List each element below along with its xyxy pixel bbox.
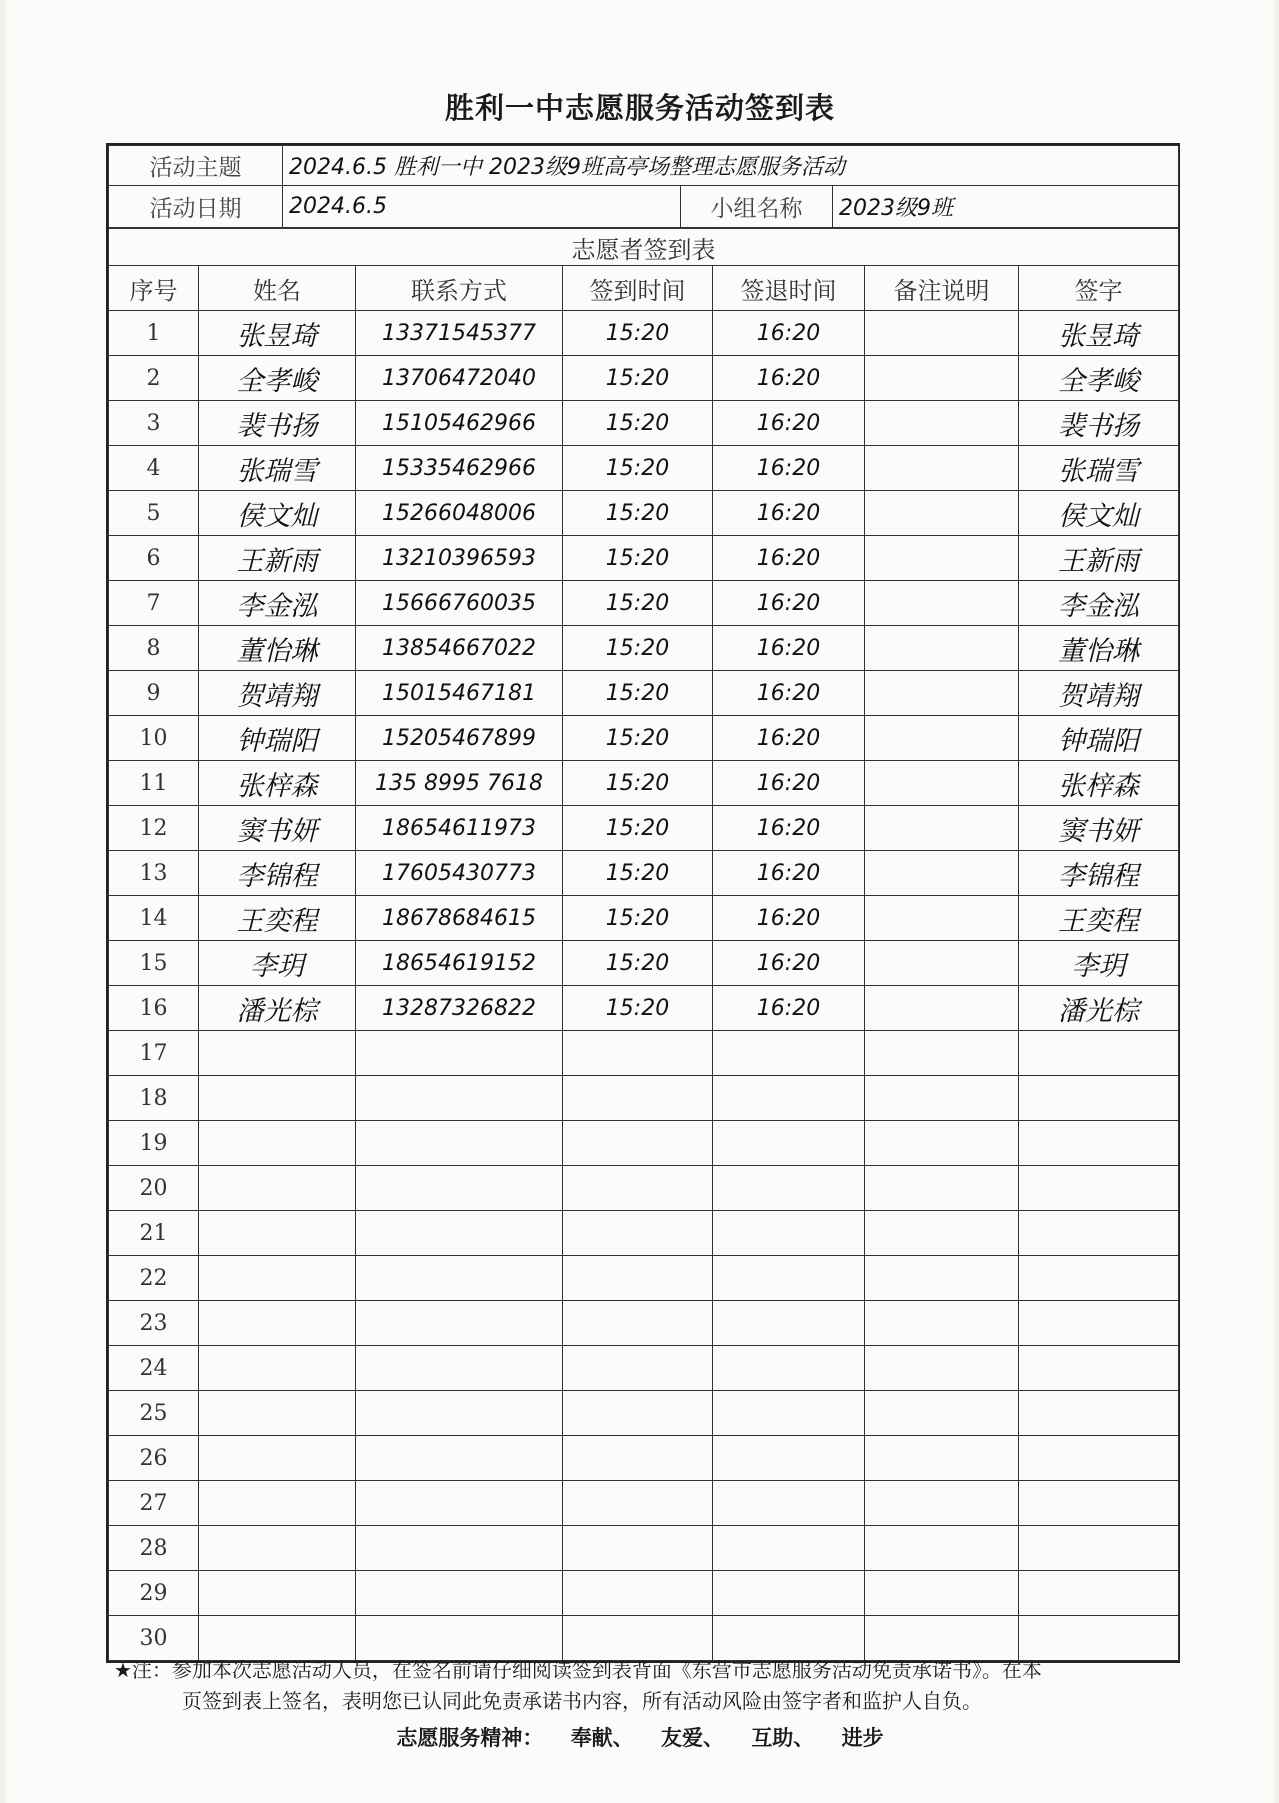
- row-number: 8: [109, 626, 199, 671]
- phone-number: 13371545377: [356, 311, 563, 356]
- checkout-time: 16:20: [713, 851, 865, 896]
- signature: [1019, 1211, 1179, 1256]
- checkin-time: [563, 1211, 713, 1256]
- phone-number: [356, 1301, 563, 1346]
- note-cell: [865, 716, 1019, 761]
- table-row: [109, 1346, 1179, 1391]
- signature: [1019, 1616, 1179, 1661]
- volunteer-name: 王新雨: [199, 536, 356, 581]
- volunteer-name: [199, 1301, 356, 1346]
- row-number: 10: [109, 716, 199, 761]
- phone-number: [356, 1076, 563, 1121]
- volunteer-spirit: [6, 1722, 1274, 1752]
- checkout-time: 16:20: [713, 716, 865, 761]
- table-row: [109, 1571, 1179, 1616]
- note-cell: [865, 1301, 1019, 1346]
- phone-number: 18678684615: [356, 896, 563, 941]
- phone-number: [356, 1526, 563, 1571]
- checkout-time: 16:20: [713, 941, 865, 986]
- note-cell: [865, 986, 1019, 1031]
- signature: 裴书扬: [1019, 401, 1179, 446]
- row-number: 22: [109, 1256, 199, 1301]
- volunteer-name: [199, 1256, 356, 1301]
- note-cell: [865, 1256, 1019, 1301]
- table-row: [109, 491, 1179, 536]
- checkin-time: [563, 1436, 713, 1481]
- table-row: [109, 1211, 1179, 1256]
- signature: 侯文灿: [1019, 491, 1179, 536]
- note-cell: [865, 1346, 1019, 1391]
- paper-sheet: [6, 0, 1274, 1803]
- group-label: 小组名称: [681, 186, 833, 228]
- signature: [1019, 1121, 1179, 1166]
- table-row: [109, 1256, 1179, 1301]
- signature: 李锦程: [1019, 851, 1179, 896]
- checkout-time: [713, 1076, 865, 1121]
- note-cell: [865, 671, 1019, 716]
- spirit-item: 友爱、: [661, 1726, 724, 1750]
- checkin-time: [563, 1256, 713, 1301]
- row-number: 20: [109, 1166, 199, 1211]
- col-header-phone: 联系方式: [356, 266, 563, 311]
- checkout-time: 16:20: [713, 671, 865, 716]
- volunteer-name: [199, 1436, 356, 1481]
- volunteer-name: [199, 1346, 356, 1391]
- signature: [1019, 1301, 1179, 1346]
- col-header-signature: 签字: [1019, 266, 1179, 311]
- checkin-time: [563, 1571, 713, 1616]
- row-number: 18: [109, 1076, 199, 1121]
- volunteer-name: [199, 1031, 356, 1076]
- col-header-checkin: 签到时间: [563, 266, 713, 311]
- signature: 董怡琳: [1019, 626, 1179, 671]
- note-cell: [865, 1391, 1019, 1436]
- volunteer-name: 王奕程: [199, 896, 356, 941]
- table-row: [109, 311, 1179, 356]
- phone-number: [356, 1256, 563, 1301]
- row-number: 1: [109, 311, 199, 356]
- checkout-time: 16:20: [713, 446, 865, 491]
- checkout-time: [713, 1256, 865, 1301]
- volunteer-name: 董怡琳: [199, 626, 356, 671]
- volunteer-name: [199, 1616, 356, 1661]
- signature: 李金泓: [1019, 581, 1179, 626]
- row-number: 11: [109, 761, 199, 806]
- signature: [1019, 1031, 1179, 1076]
- note-cell: [865, 1481, 1019, 1526]
- signature: 全孝峻: [1019, 356, 1179, 401]
- signature: [1019, 1481, 1179, 1526]
- table-row: [109, 1076, 1179, 1121]
- table-row: [109, 671, 1179, 716]
- checkout-time: 16:20: [713, 356, 865, 401]
- signature: [1019, 1436, 1179, 1481]
- row-number: 29: [109, 1571, 199, 1616]
- column-header-row: [109, 266, 1179, 311]
- phone-number: 13706472040: [356, 356, 563, 401]
- signature: [1019, 1391, 1179, 1436]
- signature: 窦书妍: [1019, 806, 1179, 851]
- row-number: 5: [109, 491, 199, 536]
- signature: 张昱琦: [1019, 311, 1179, 356]
- row-number: 6: [109, 536, 199, 581]
- checkin-time: 15:20: [563, 761, 713, 806]
- section-title: 志愿者签到表: [109, 229, 1179, 266]
- volunteer-name: 潘光棕: [199, 986, 356, 1031]
- row-number: 15: [109, 941, 199, 986]
- volunteer-name: 侯文灿: [199, 491, 356, 536]
- table-row: [109, 851, 1179, 896]
- note-cell: [865, 806, 1019, 851]
- volunteer-name: [199, 1076, 356, 1121]
- checkin-time: 15:20: [563, 581, 713, 626]
- row-number: 24: [109, 1346, 199, 1391]
- signature: 贺靖翔: [1019, 671, 1179, 716]
- page-title: 胜利一中志愿服务活动签到表: [444, 91, 835, 125]
- phone-number: 15266048006: [356, 491, 563, 536]
- phone-number: [356, 1616, 563, 1661]
- note-cell: [865, 1076, 1019, 1121]
- signature: 张梓森: [1019, 761, 1179, 806]
- row-number: 12: [109, 806, 199, 851]
- row-number: 13: [109, 851, 199, 896]
- checkin-time: 15:20: [563, 401, 713, 446]
- spirit-item: 奉献、: [570, 1726, 634, 1750]
- row-number: 2: [109, 356, 199, 401]
- note-cell: [865, 626, 1019, 671]
- phone-number: 15666760035: [356, 581, 563, 626]
- volunteer-table: [108, 228, 1179, 1661]
- checkin-time: 15:20: [563, 311, 713, 356]
- checkout-time: 16:20: [713, 806, 865, 851]
- volunteer-name: [199, 1481, 356, 1526]
- note-cell: [865, 581, 1019, 626]
- volunteer-name: [199, 1121, 356, 1166]
- volunteer-name: 李锦程: [199, 851, 356, 896]
- volunteer-name: 李玥: [199, 941, 356, 986]
- signature: 潘光棕: [1019, 986, 1179, 1031]
- signature: [1019, 1166, 1179, 1211]
- date-value: 2024.6.5: [283, 186, 681, 228]
- signature: [1019, 1571, 1179, 1616]
- note-cell: [865, 356, 1019, 401]
- checkin-time: 15:20: [563, 491, 713, 536]
- theme-label: 活动主题: [109, 146, 283, 186]
- checkin-time: 15:20: [563, 446, 713, 491]
- note-cell: [865, 851, 1019, 896]
- group-value: 2023级9班: [833, 186, 1179, 228]
- phone-number: [356, 1166, 563, 1211]
- table-row: [109, 1166, 1179, 1211]
- note-cell: [865, 1526, 1019, 1571]
- checkout-time: [713, 1166, 865, 1211]
- row-number: 7: [109, 581, 199, 626]
- note-line-2: 页签到表上签名，表明您已认同此免责承诺书内容，所有活动风险由签字者和监护人自负。: [182, 1689, 982, 1713]
- checkin-time: 15:20: [563, 626, 713, 671]
- phone-number: 13210396593: [356, 536, 563, 581]
- checkout-time: [713, 1571, 865, 1616]
- note-cell: [865, 1616, 1019, 1661]
- checkin-time: [563, 1076, 713, 1121]
- signin-form: [106, 143, 1180, 1663]
- volunteer-name: 张梓森: [199, 761, 356, 806]
- phone-number: 135 8995 7618: [356, 761, 563, 806]
- row-number: 27: [109, 1481, 199, 1526]
- checkin-time: [563, 1526, 713, 1571]
- checkout-time: [713, 1481, 865, 1526]
- table-row: [109, 1436, 1179, 1481]
- volunteer-name: [199, 1391, 356, 1436]
- checkout-time: [713, 1436, 865, 1481]
- row-number: 14: [109, 896, 199, 941]
- checkin-time: 15:20: [563, 806, 713, 851]
- table-row: [109, 446, 1179, 491]
- phone-number: [356, 1391, 563, 1436]
- table-row: [109, 1526, 1179, 1571]
- info-table: [108, 145, 1179, 228]
- phone-number: 13287326822: [356, 986, 563, 1031]
- signature: 王奕程: [1019, 896, 1179, 941]
- table-row: [109, 401, 1179, 446]
- checkin-time: 15:20: [563, 356, 713, 401]
- col-header-checkout: 签退时间: [713, 266, 865, 311]
- volunteer-name: [199, 1526, 356, 1571]
- phone-number: 13854667022: [356, 626, 563, 671]
- spirit-item: 互助、: [751, 1726, 815, 1750]
- phone-number: 15335462966: [356, 446, 563, 491]
- volunteer-name: 钟瑞阳: [199, 716, 356, 761]
- row-number: 16: [109, 986, 199, 1031]
- checkout-time: [713, 1031, 865, 1076]
- phone-number: 17605430773: [356, 851, 563, 896]
- note-cell: [865, 761, 1019, 806]
- table-row: [109, 1301, 1179, 1346]
- col-header-name: 姓名: [199, 266, 356, 311]
- checkout-time: 16:20: [713, 986, 865, 1031]
- note-cell: [865, 1031, 1019, 1076]
- checkout-time: [713, 1616, 865, 1661]
- note-cell: [865, 1121, 1019, 1166]
- footer-note: [114, 1655, 1184, 1717]
- checkout-time: 16:20: [713, 761, 865, 806]
- row-number: 9: [109, 671, 199, 716]
- volunteer-name: [199, 1166, 356, 1211]
- table-row: [109, 1481, 1179, 1526]
- table-row: [109, 1616, 1179, 1661]
- table-row: [109, 941, 1179, 986]
- note-cell: [865, 401, 1019, 446]
- table-row: [109, 716, 1179, 761]
- theme-value: 2024.6.5 胜利一中 2023级9班高亭场整理志愿服务活动: [283, 146, 1179, 186]
- signature: 钟瑞阳: [1019, 716, 1179, 761]
- checkin-time: [563, 1121, 713, 1166]
- phone-number: 18654611973: [356, 806, 563, 851]
- checkin-time: 15:20: [563, 716, 713, 761]
- spirit-item: 进步: [841, 1726, 884, 1750]
- phone-number: [356, 1031, 563, 1076]
- signature: 张瑞雪: [1019, 446, 1179, 491]
- phone-number: [356, 1346, 563, 1391]
- checkout-time: 16:20: [713, 896, 865, 941]
- row-number: 3: [109, 401, 199, 446]
- volunteer-name: [199, 1571, 356, 1616]
- note-cell: [865, 536, 1019, 581]
- volunteer-name: 全孝峻: [199, 356, 356, 401]
- volunteer-name: [199, 1211, 356, 1256]
- checkin-time: [563, 1301, 713, 1346]
- checkin-time: 15:20: [563, 536, 713, 581]
- table-row: [109, 761, 1179, 806]
- checkin-time: [563, 1346, 713, 1391]
- row-number: 28: [109, 1526, 199, 1571]
- row-number: 23: [109, 1301, 199, 1346]
- checkout-time: [713, 1301, 865, 1346]
- note-cell: [865, 446, 1019, 491]
- checkin-time: [563, 1166, 713, 1211]
- signature: 李玥: [1019, 941, 1179, 986]
- checkout-time: 16:20: [713, 626, 865, 671]
- note-cell: [865, 1436, 1019, 1481]
- checkout-time: [713, 1211, 865, 1256]
- row-number: 21: [109, 1211, 199, 1256]
- volunteer-name: 贺靖翔: [199, 671, 356, 716]
- date-label: 活动日期: [109, 186, 283, 228]
- checkin-time: [563, 1391, 713, 1436]
- row-number: 4: [109, 446, 199, 491]
- note-cell: [865, 491, 1019, 536]
- row-number: 17: [109, 1031, 199, 1076]
- table-row: [109, 986, 1179, 1031]
- phone-number: [356, 1481, 563, 1526]
- signature: [1019, 1346, 1179, 1391]
- signature: [1019, 1526, 1179, 1571]
- checkout-time: [713, 1346, 865, 1391]
- table-row: [109, 626, 1179, 671]
- table-row: [109, 356, 1179, 401]
- signature: 王新雨: [1019, 536, 1179, 581]
- row-number: 26: [109, 1436, 199, 1481]
- note-cell: [865, 941, 1019, 986]
- col-header-note: 备注说明: [865, 266, 1019, 311]
- row-number: 30: [109, 1616, 199, 1661]
- checkin-time: 15:20: [563, 986, 713, 1031]
- checkout-time: [713, 1121, 865, 1166]
- checkout-time: 16:20: [713, 401, 865, 446]
- checkout-time: 16:20: [713, 491, 865, 536]
- note-line-1: ★注：参加本次志愿活动人员，在签名前请仔细阅读签到表背面《东营市志愿服务活动免责承诺书》。在本: [114, 1658, 1042, 1682]
- table-body: [109, 311, 1179, 1661]
- checkin-time: [563, 1031, 713, 1076]
- table-row: [109, 581, 1179, 626]
- checkout-time: 16:20: [713, 536, 865, 581]
- table-row: [109, 1121, 1179, 1166]
- note-cell: [865, 1211, 1019, 1256]
- volunteer-name: 张瑞雪: [199, 446, 356, 491]
- table-row: [109, 1391, 1179, 1436]
- checkin-time: 15:20: [563, 896, 713, 941]
- note-cell: [865, 1166, 1019, 1211]
- phone-number: [356, 1211, 563, 1256]
- table-row: [109, 806, 1179, 851]
- note-cell: [865, 896, 1019, 941]
- row-number: 25: [109, 1391, 199, 1436]
- note-cell: [865, 311, 1019, 356]
- phone-number: 15015467181: [356, 671, 563, 716]
- checkin-time: [563, 1481, 713, 1526]
- volunteer-name: 窦书妍: [199, 806, 356, 851]
- volunteer-name: 张昱琦: [199, 311, 356, 356]
- spirit-label: 志愿服务精神：: [396, 1726, 544, 1750]
- volunteer-name: 裴书扬: [199, 401, 356, 446]
- col-header-no: 序号: [109, 266, 199, 311]
- phone-number: 15205467899: [356, 716, 563, 761]
- note-cell: [865, 1571, 1019, 1616]
- row-number: 19: [109, 1121, 199, 1166]
- checkin-time: 15:20: [563, 851, 713, 896]
- table-row: [109, 536, 1179, 581]
- phone-number: [356, 1571, 563, 1616]
- signature: [1019, 1076, 1179, 1121]
- checkin-time: 15:20: [563, 671, 713, 716]
- checkout-time: [713, 1391, 865, 1436]
- table-row: [109, 896, 1179, 941]
- table-row: [109, 1031, 1179, 1076]
- checkout-time: 16:20: [713, 311, 865, 356]
- checkout-time: [713, 1526, 865, 1571]
- phone-number: [356, 1121, 563, 1166]
- phone-number: 18654619152: [356, 941, 563, 986]
- checkout-time: 16:20: [713, 581, 865, 626]
- signature: [1019, 1256, 1179, 1301]
- phone-number: 15105462966: [356, 401, 563, 446]
- phone-number: [356, 1436, 563, 1481]
- volunteer-name: 李金泓: [199, 581, 356, 626]
- checkin-time: 15:20: [563, 941, 713, 986]
- checkin-time: [563, 1616, 713, 1661]
